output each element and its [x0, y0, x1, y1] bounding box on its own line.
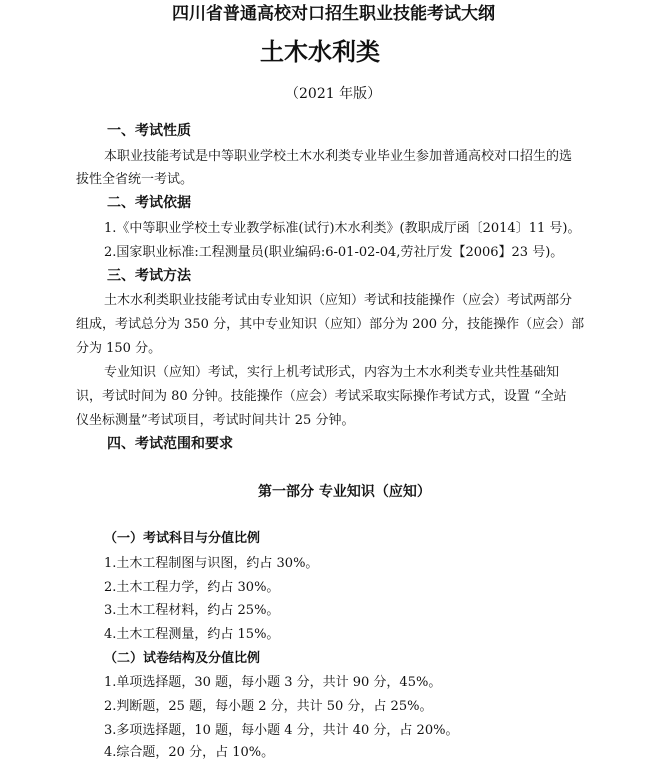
section-heading-exam-method: 三、考试方法: [107, 268, 191, 284]
section-heading-exam-scope: 四、考试范围和要求: [107, 436, 233, 452]
list-item: 1.单项选择题，30 题，每小题 3 分，共计 90 分，45%。: [104, 675, 442, 690]
list-item: 3.多项选择题，10 题，每小题 4 分，共计 40 分，占 20%。: [104, 723, 459, 738]
list-item: 1.《中等职业学校土专业教学标准(试行)木水利类》(教职成厅函〔2014〕11 号)。: [104, 221, 581, 236]
paragraph-line: 分为 150 分。: [76, 341, 162, 356]
paragraph-line: 组成，考试总分为 350 分，其中专业知识（应知）部分为 200 分，技能操作（应会）部: [76, 317, 585, 332]
list-item: 4.土木工程测量，约占 15%。: [104, 627, 280, 642]
subject-title: 土木水利类: [260, 37, 380, 66]
paragraph-line: 仪坐标测量”考试项目，考试时间共计 25 分钟。: [76, 413, 355, 428]
list-item: 4.综合题，20 分，占 10%。: [104, 745, 275, 760]
paragraph-line: 识，考试时间为 80 分钟。技能操作（应会）考试采取实际操作考试方式，设置 “全站: [76, 389, 567, 404]
document-title: 四川省普通高校对口招生职业技能考试大纲: [172, 4, 495, 24]
list-item: 2.国家职业标准:工程测量员(职业编码:6-01-02-04,劳社厅发【2006】23 号)。: [104, 245, 564, 260]
subsection-heading: （一）考试科目与分值比例: [104, 531, 261, 546]
paragraph-line: 土木水利类职业技能考试由专业知识（应知）考试和技能操作（应会）考试两部分: [104, 293, 573, 308]
section-heading-exam-nature: 一、考试性质: [107, 123, 191, 139]
list-item: 3.土木工程材料，约占 25%。: [104, 603, 280, 618]
list-item: 1.土木工程制图与识图，约占 30%。: [104, 556, 319, 571]
edition-label: （2021 年版）: [285, 86, 382, 102]
paragraph-line: 本职业技能考试是中等职业学校土木水利类专业毕业生参加普通高校对口招生的选: [104, 149, 573, 164]
list-item: 2.土木工程力学，约占 30%。: [104, 580, 280, 595]
subsection-heading: （二）试卷结构及分值比例: [104, 651, 261, 666]
part-heading: 第一部分 专业知识（应知）: [258, 484, 431, 500]
paragraph-line: 拔性全省统一考试。: [76, 172, 194, 187]
section-heading-exam-basis: 二、考试依据: [107, 195, 191, 211]
list-item: 2.判断题，25 题，每小题 2 分，共计 50 分，占 25%。: [104, 699, 433, 714]
paragraph-line: 专业知识（应知）考试，实行上机考试形式，内容为土木水利类专业共性基础知: [104, 365, 560, 380]
